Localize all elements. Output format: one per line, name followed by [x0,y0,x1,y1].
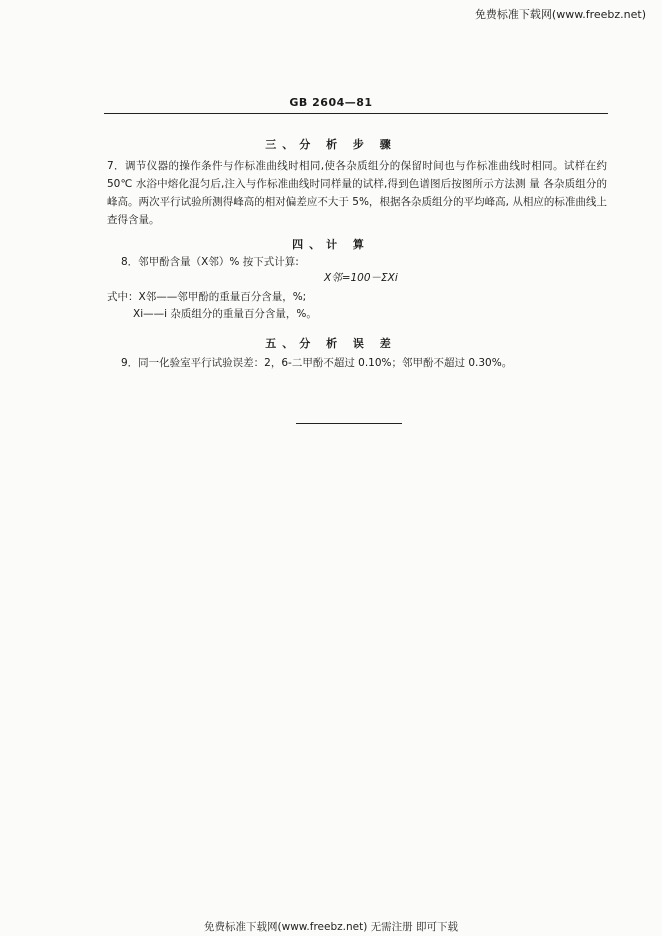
site-watermark-bottom: 免费标准下载网(www.freebz.net) 无需注册 即可下载 [204,921,458,933]
section-title-analysis-error: 五、分 析 误 差 [265,337,397,350]
end-divider [296,423,402,424]
formula: X邻=100－ΣXi [324,272,398,284]
site-watermark-top: 免费标准下载网(www.freebz.net) [474,8,646,21]
section-title-calculation: 四、计 算 [292,238,370,251]
item-8-text: 8．邻甲酚含量（X邻）% 按下式计算: [121,256,299,268]
item-9-text: 9．同一化验室平行试验误差：2，6-二甲酚不超过 0.10%；邻甲酚不超过 0.30%。 [121,357,513,369]
formula-where-line-1: 式中：X邻——邻甲酚的重量百分含量，%; [107,291,307,303]
section-title-analysis-steps: 三、分 析 步 骤 [265,138,397,151]
formula-where-line-2: Xi——i 杂质组分的重量百分含量，%。 [133,308,317,320]
paragraph-item-7: 7．调节仪器的操作条件与作标准曲线时相同,使各杂质组分的保留时间也与作标准曲线时相同。试样在约 50℃ 水浴中熔化混匀后,注入与作标准曲线时同样量的试样,得到色谱图后按图所示方法测 量 各杂质组分的峰高。两次平行试验所测得峰高的相对偏差应不大于 5%，根据各杂质组分的平均峰高, 从相应的标准曲线上查得含量。 [107,160,607,226]
standard-number: GB 2604—81 [289,96,373,109]
header-divider [104,113,608,114]
